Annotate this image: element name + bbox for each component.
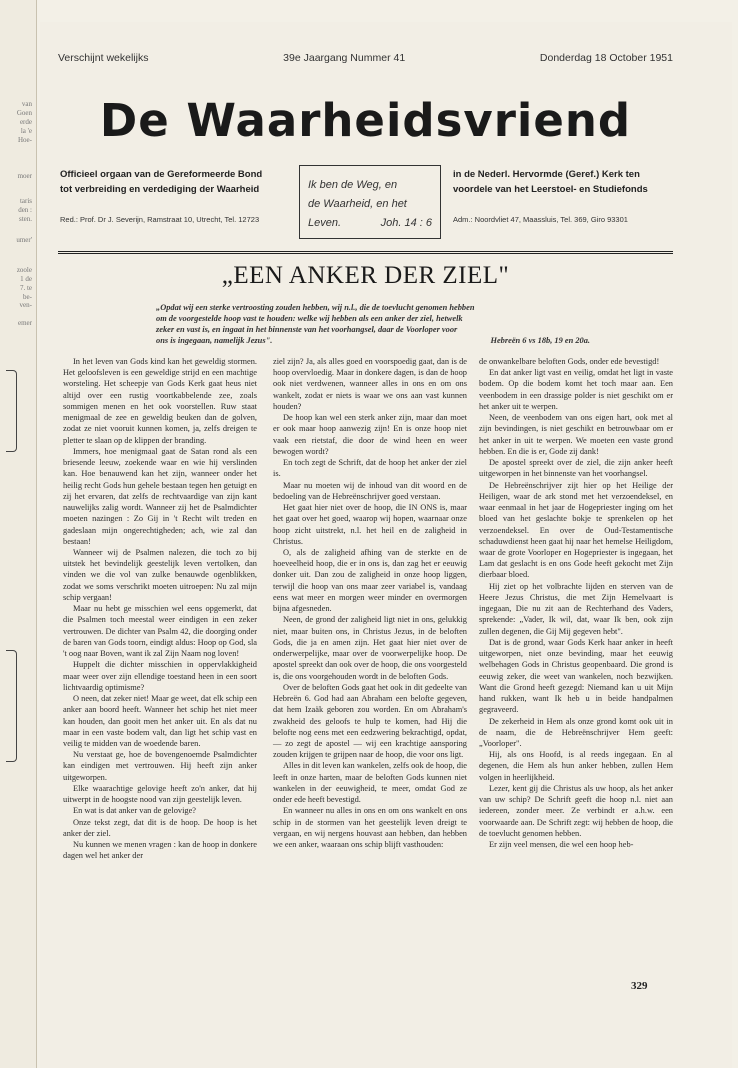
subtitle-right — [453, 167, 683, 197]
quote-line: ons is ingegaan, namelijk Jezus". — [156, 336, 273, 345]
margin-fragment: Hoe- — [18, 136, 32, 144]
margin-fragment: be- — [23, 293, 32, 301]
masthead-title: De Waarheidsvriend — [99, 94, 632, 147]
paragraph: De apostel spreekt over de ziel, die zijn anker heeft uitgeworpen in het binnenste van het voorhangsel. — [479, 458, 673, 479]
paragraph: Dat is de grond, waar Gods Kerk haar anker in heeft uitgeworpen, niet onze bevinding, maar het eeuwig welbehagen Gods in Christus geopenbaard. Die grond is eeuwig zeker, die weet van wankelen, noch bezwijken. Want die Grond heeft gezegd: Niemand kan u uit Mijn hand rukken, want Ik heb u in beide handpalmen gegraveerd. — [479, 637, 673, 715]
paragraph: De hoop kan wel een sterk anker zijn, maar dan moet er ook maar hoop aanwezig zijn! En is onze hoop niet vaak een rietstaf, die door de wind heen en weer bewogen wordt? — [273, 413, 467, 456]
paragraph: Hij ziet op het volbrachte lijden en sterven van de Heere Jezus Christus, die met Zijn Hemelvaart is ingegaan, Die nu zit aan de Rechterhand des Vaders, sprekende: „Vader, Ik wil, dat, waar Ik ben, ook zijn zullen degenen, die Gij Mij gegeven hebt". — [479, 581, 673, 636]
paragraph: O neen, dat zeker niet! Maar ge weet, dat elk schip een anker aan boord heeft. Wanneer het schip het niet meer kan houden, dan gooit men het anker uit. En als dat nu maar in een vaste bodem valt, dan ligt het schip vast en veilig te midden van de woedende baren. — [63, 694, 257, 748]
volume-number: 39e Jaargang Nummer 41 — [283, 52, 406, 64]
paragraph: Elke waarachtige gelovige heeft zo'n anker, dat hij uitwerpt in de hoogste nood van zijn geestelijk leven. — [63, 783, 257, 805]
subtitle-line: in de Nederl. Hervormde (Geref.) Kerk ten — [453, 169, 640, 180]
paragraph: De Hebreënschrijver zijt hier op het Heilige der Heiligen, waar de ark stond met het verzoendeksel, en waar eenmaal in het jaar de Hogepriester inging om het bloed van het geslachte bokje te sprenkelen op het verzoendeksel. En over de Oud-Testamentische schaduwdienst heen gaat hij naar het hemelse Heiligdom, waar de grote Voorloper en Hogepriester is ingegaan, het Lam dat geslacht is en ons Gode heeft gekocht met Zijn dierbaar bloed. — [479, 480, 673, 580]
margin-fragment: Goen — [16, 109, 32, 117]
margin-fragment: sten. — [18, 215, 32, 223]
paragraph: Neen, de veenbodem van ons eigen hart, ook met al zijn bevindingen, is niet geschikt en betrouwbaar om er het anker in uit te werpen. We moeten een vaste grond hebben. En die is er, Gode zij dank! — [479, 413, 673, 456]
article-headline: „EEN ANKER DER ZIEL" — [221, 262, 510, 289]
paragraph: Huppelt die dichter misschien in oppervlakkigheid maar weer over zijn ellendige toestand heen in een soort lichtvaardig optimisme? — [63, 660, 257, 692]
frequency: Verschijnt wekelijks — [58, 52, 149, 64]
margin-fragment: 7. te — [19, 284, 32, 292]
paragraph: Nu verstaat ge, hoe de bovengenoemde Psalmdichter kan eindigen met vertrouwen. Hij heeft zijn anker uitgeworpen. — [63, 750, 257, 782]
admin-address: Adm.: Noordvliet 47, Maassluis, Tel. 369, Giro 93301 — [453, 215, 628, 224]
paragraph: En dat anker ligt vast en veilig, omdat het ligt in vaste bodem. Op die bodem komt het toch maar aan. Een veenbodem in een drassige polder is niet geschikt om er het anker uit te werpen. — [479, 368, 673, 411]
paragraph: O, als de zaligheid afhing van de sterkte en de hoeveelheid hoop, die er in ons is, dan zag het er eeuwig donker uit. Dan zou de zaligheid in onze hoop liggen, terwijl die hoop van ons maar zeer variabel is, vandaag eens wat meer en morgen weer minder en overmorgen bijna afgesneden. — [273, 547, 467, 614]
issue-date: Donderdag 18 October 1951 — [539, 52, 673, 64]
margin-fragment: taris — [19, 197, 32, 205]
motto-line: de Waarheid, en het — [308, 198, 407, 210]
paragraph: Maar nu hebt ge misschien wel eens opgemerkt, dat die Psalmen toch meestal weer eindigen in een zeker vertrouwen. De dichter van Psalm 42, die doorging onder de baren van Gods toorn, eindigt aldus: Hoop op God, sla 't oog naar Boven, want ik zal Zijn Naam nog loven! — [63, 604, 257, 659]
margin-fragment: ven- — [19, 301, 32, 309]
margin-fragment: moer — [17, 172, 32, 180]
subtitle-line: Officieel orgaan van de Gereformeerde Bond — [60, 169, 263, 180]
paragraph: Maar nu moeten wij de inhoud van dit woord en de bedoeling van de Hebreënschrijver goed verstaan. — [273, 480, 467, 501]
margin-fragment: erde — [19, 118, 32, 126]
page-number: 329 — [631, 980, 648, 992]
motto-box — [299, 165, 441, 239]
paragraph: En wanneer nu alles in ons en om ons wankelt en ons schip in de stormen van het geestelijk leven dreigt te vergaan, en wij nergens houvast aan hebben, dan hebben we een anker, waaraan ons schip blijft vasthouden: — [273, 806, 467, 850]
paragraph: En wat is dat anker van de gelovige? — [73, 806, 197, 816]
motto-reference: Joh. 14 : 6 — [380, 217, 432, 229]
article-column-3 — [479, 356, 673, 850]
subtitle-left — [60, 167, 300, 197]
margin-fragment: den : — [18, 206, 32, 214]
paragraph: Neen, de grond der zaligheid ligt niet in ons, gelukkig niet, maar buiten ons, in Christus Jezus, in de beloften Gods, die ja en amen zijn. Het gaat hier niet over de onderwerpelijke, maar over de voorwerpelijke hoop. De apostel spreekt dan ook over de hoop, die ons voorgesteld is, die ons voorgehouden wordt in de beloften Gods. — [273, 615, 467, 681]
motto-line: Leven. — [308, 217, 342, 229]
article-column-2 — [273, 356, 467, 850]
paragraph: Er zijn veel mensen, die wel een hoop heb- — [489, 840, 634, 850]
margin-bracket — [6, 650, 17, 762]
paragraph: Over de beloften Gods gaat het ook in dit gedeelte van Hebreën 6. God had aan Abraham een belofte gegeven, dat hem Izaäk geboren zou worden. En om Abraham's zwakheid des geloofs te hulp te komen, had Hij die belofte nog eens met een eedzwering bekrachtigd, opdat, — zo zegt de apostel — wij een krachtige aansporing zouden krijgen te grijpen naar de hoop, die voor ons ligt. — [273, 682, 467, 760]
editor-address: Red.: Prof. Dr J. Severijn, Ramstraat 10, Utrecht, Tel. 12723 — [60, 215, 260, 224]
subtitle-line: voordele van het Leerstoel- en Studiefonds — [453, 184, 648, 195]
margin-fragment: la 'e — [20, 127, 32, 135]
margin-fragment: zoole — [16, 266, 32, 274]
paragraph: Immers, hoe menigmaal gaat de Satan rond als een briesende leeuw, zoekende waar en wie hij verslinden kan. Hoe benauwend kan het zijn, wanneer onder het heilig recht Gods hun gehele bestaan tegen hen getuigt en zij het ervaren, dat zelfs de rechtvaardige van zijn kant nauwelijks zalig wordt. Wanneer zij het de Psalmdichter moeten nazingen : Zo Gij in 't Recht wilt treden en gadeslaan mijn ongerechtigheden; ach, wie zal dan bestaan! — [63, 446, 257, 546]
paragraph: En toch zegt de Schrift, dat de hoop het anker der ziel is. — [273, 458, 467, 479]
margin-fragment: 1 de — [20, 275, 32, 283]
quote-line: „Opdat wij een sterke vertroosting zouden hebben, wij n.l., die de toevlucht genomen hebben — [156, 303, 475, 312]
paragraph: In het leven van Gods kind kan het geweldig stormen. Het geloofsleven is een geweldige strijd en een machtige worsteling. Het scheepje van Gods Kerk gaat heus niet altijd over een rustig voortkabbelende zee, zoals sommigen menen en het ook voorstellen. Ruw staat menigmaal de zee en geweldig beuken dan de golven, zodat ze niet vooruit kunnen komen, ja, zelfs dreigen te pletter te slaan op de klippen der branding. — [63, 357, 257, 445]
quote-line: zeker en vast is, en ingaat in het binnenste van het voorhangsel, daar de Voorloper voor — [156, 325, 458, 334]
margin-fragment: emer — [18, 319, 32, 327]
margin-bracket — [6, 370, 17, 452]
motto-line: Ik ben de Weg, en — [308, 179, 398, 191]
article-column-1 — [63, 356, 257, 862]
scripture-quote — [156, 302, 590, 346]
issue-line — [58, 52, 673, 64]
paragraph: Onze tekst zegt, dat dit is de hoop. De hoop is het anker der ziel. — [63, 817, 257, 838]
paragraph: ziel zijn? Ja, als alles goed en voorspoedig gaat, dan is de hoop overvloedig. Maar in donkere dagen, is dan de hoop ook niet verdwenen, wanneer alles in ons en om ons wankelt, zodat er niets is waar we ons aan vast kunnen houden? — [273, 357, 467, 411]
paragraph: Het gaat hier niet over de hoop, die IN ONS is, maar het gaat over het goed, waarop wij hopen, waarnaar onze hoop zicht uitstrekt, n.l. het heil en de zaligheid in Christus. — [273, 503, 467, 546]
paragraph: Nu kunnen we menen vragen : kan de hoop in donkere dagen wel het anker der — [63, 840, 257, 861]
paragraph: Lezer, kent gij die Christus als uw hoop, als het anker van uw schip? De Schrift geeft die hoop n.l. niet aan iedereen, zonder meer. Ze verbindt er a.h.w. een voorwaarde aan. De Schrift zegt: wij hebben de hoop, die de toevlucht genomen hebben. — [479, 783, 673, 838]
paragraph: Hij, als ons Hoofd, is al reeds ingegaan. En al degenen, die Hem als hun anker hebben, zullen Hem volgen in heerlijkheid. — [479, 750, 673, 782]
left-margin-strip — [0, 0, 37, 1068]
margin-fragment: van — [21, 100, 32, 108]
paragraph: Alles in dit leven kan wankelen, zelfs ook de hoop, die leeft in onze harten, maar de beloften Gods kunnen niet wankelen in der eeuwigheid, te meer, omdat God ze onder ede heeft bevestigd. — [273, 761, 467, 805]
quote-reference: Hebreën 6 vs 18b, 19 en 20a. — [490, 336, 590, 345]
subtitle-line: tot verbreiding en verdediging der Waarheid — [60, 184, 260, 195]
margin-fragment: umer' — [16, 236, 32, 244]
paragraph: Wanneer wij de Psalmen nalezen, die toch zo bij uitstek het bevindelijk geestelijk leven vertolken, dan vinden we die vol van zulke benauwde ogenblikken, zodat we soms verschrikt moeten uitroepen: Nu zal mijn schip vergaan! — [63, 547, 257, 602]
header-divider — [58, 251, 673, 256]
paragraph: De zekerheid in Hem als onze grond komt ook uit in de naam, die de Hebreënschrijver Hem geeft: „Voorloper". — [479, 716, 673, 748]
quote-line: om de voorgestelde hoop vast te houden: welke wij hebben als een anker der ziel, hetwelk — [156, 314, 463, 323]
paragraph: de onwankelbare beloften Gods, onder ede bevestigd! — [479, 357, 660, 366]
